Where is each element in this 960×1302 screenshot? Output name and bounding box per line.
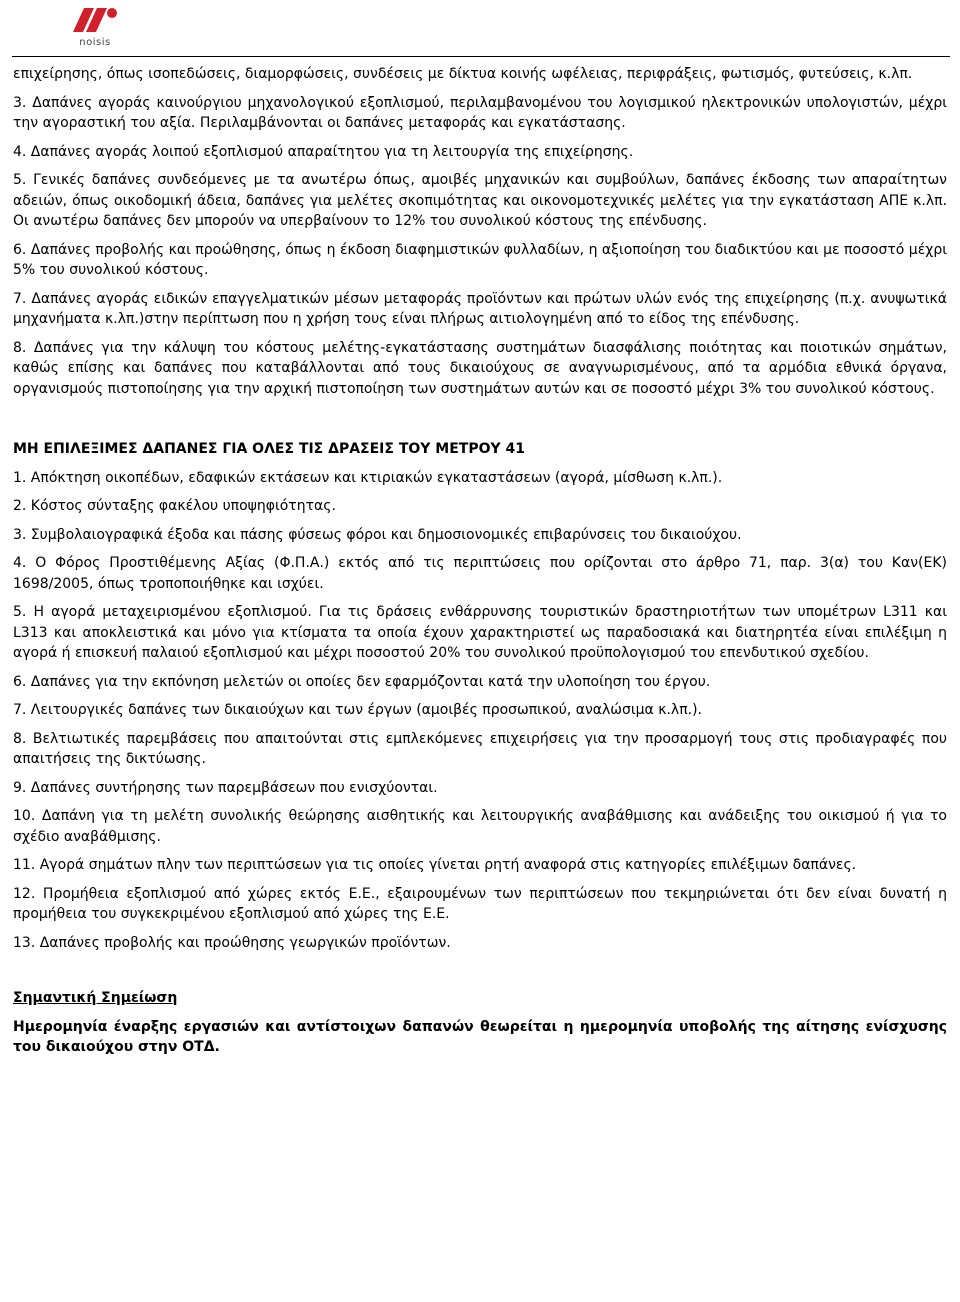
eligible-expenses-list xyxy=(13,93,947,400)
document-body xyxy=(13,64,947,1066)
list-item: 2. Κόστος σύνταξης φακέλου υποψηφιότητας. xyxy=(13,498,336,514)
list-item: 12. Προμήθεια εξοπλισμού από χώρες εκτός Ε.Ε., εξαιρουμένων των περιπτώσεων που τεκμηριώνεται ότι δεν είναι δυνατή η προμήθεια του συγκεκριμένου εξοπλισμού από χώρες της Ε.Ε. xyxy=(13,885,947,922)
ineligible-expenses-list xyxy=(13,468,947,954)
list-item: 6. Δαπάνες προβολής και προώθησης, όπως η έκδοση διαφημιστικών φυλλαδίων, η αξιοποίηση του διαδικτύου και με ποσοστό μέχρι 5% του συνολικού κόστους. xyxy=(13,241,947,278)
list-item: 9. Δαπάνες συντήρησης των παρεμβάσεων που ενισχύονται. xyxy=(13,779,438,796)
list-item: 4. Δαπάνες αγοράς λοιπού εξοπλισμού απαραίτητου για τη λειτουργία της επιχείρησης. xyxy=(13,143,634,160)
list-item: 6. Δαπάνες για την εκπόνηση μελετών οι οποίες δεν εφαρμόζονται κατά την υλοποίηση του έργου. xyxy=(13,673,711,690)
list-item: 13. Δαπάνες προβολής και προώθησης γεωργικών προϊόντων. xyxy=(13,934,451,951)
noisis-logo xyxy=(70,4,120,50)
list-item: 11. Αγορά σημάτων πλην των περιπτώσεων για τις οποίες γίνεται ρητή αναφορά στις κατηγορίες επιλέξιμων δαπάνες. xyxy=(13,857,857,873)
list-item: 1. Απόκτηση οικοπέδων, εδαφικών εκτάσεων και κτιριακών εγκαταστάσεων (αγορά, μίσθωση κ.λπ.). xyxy=(13,469,723,486)
logo-wordmark: noisis xyxy=(79,37,111,48)
spacer xyxy=(13,407,947,439)
list-item: 8. Δαπάνες για την κάλυψη του κόστους μελέτης-εγκατάστασης συστημάτων διασφάλισης ποιότητας και ποιοτικών σημάτων, καθώς επίσης και δαπάνες που καταβάλλονται από τους δικαιούχους σε αναγνωρισμένους, από τα αρμόδια εθνικά όργανα, οργανισμούς πιστοποίησης για την αρχική πιστοποίηση των συστημάτων αυτών και σε ποσοστό μέχρι 3% του συνολικού κόστους. xyxy=(13,339,947,397)
continuation-paragraph: επιχείρησης, όπως ισοπεδώσεις, διαμορφώσεις, συνδέσεις με δίκτυα κοινής ωφέλειας, περιφράξεις, φωτισμός, φυτεύσεις, κ.λπ. xyxy=(13,66,913,82)
section-heading: ΜΗ ΕΠΙΛΕΞΙΜΕΣ ΔΑΠΑΝΕΣ ΓΙΑ ΟΛΕΣ ΤΙΣ ΔΡΑΣΕΙΣ ΤΟΥ ΜΕΤΡΟΥ 41 xyxy=(13,441,525,457)
list-item: 5. Η αγορά μεταχειρισμένου εξοπλισμού. Για τις δράσεις ενθάρρυνσης τουριστικών δραστηριοτήτων των υπομέτρων L311 και L313 και αποκλειστικά και μόνο για κτίσματα τα οποία έχουν χαρακτηριστεί ως παραδοσιακά και διατηρητέα είναι επιλέξιμη η αγορά ή επισκευή παλαιού εξοπλισμού και μέχρι ποσοστού 20% του συνολικού προϋπολογισμού του επενδυτικού σχεδίου. xyxy=(13,604,947,661)
list-item: 7. Δαπάνες αγοράς ειδικών επαγγελματικών μέσων μεταφοράς προϊόντων και πρώτων υλών ενός της επιχείρησης (π.χ. ανυψωτικά μηχανήματα κ.λπ.)στην περίπτωση που η χρήση τους είναι πλήρως αιτιολογημένη από το είδος της επένδυσης. xyxy=(13,290,947,327)
list-item: 3. Συμβολαιογραφικά έξοδα και πάσης φύσεως φόροι και δημοσιονομικές επιβαρύνσεις του δικαιούχου. xyxy=(13,526,742,543)
list-item: 5. Γενικές δαπάνες συνδεόμενες με τα ανωτέρω όπως, αμοιβές μηχανικών και συμβούλων, δαπάνες έκδοσης των απαραίτητων αδειών, όπως οικοδομική άδεια, δαπάνες για μελέτες σκοπιμότητας και οικονομοτεχνικές μελέτες για την εγκατάσταση ΑΠΕ κ.λπ. Οι ανωτέρω δαπάνες δεν μπορούν να υπερβαίνουν το 12% του συνολικού κόστους της επένδυσης. xyxy=(13,172,947,229)
header-divider xyxy=(12,56,950,57)
note-text: Ημερομηνία έναρξης εργασιών και αντίστοιχων δαπανών θεωρείται η ημερομηνία υποβολής της αίτησης ενίσχυσης του δικαιούχου στην ΟΤΔ. xyxy=(13,1018,947,1055)
page-header xyxy=(0,0,960,56)
list-item: 8. Βελτιωτικές παρεμβάσεις που απαιτούνται στις εμπλεκόμενες επιχειρήσεις για την προσαρμογή τους στις προδιαγραφές που απαιτήσεις της δικτύωσης. xyxy=(13,730,947,767)
list-item: 7. Λειτουργικές δαπάνες των δικαιούχων και των έργων (αμοιβές προσωπικού, αναλώσιμα κ.λπ.). xyxy=(13,702,702,718)
list-item: 4. Ο Φόρος Προστιθέμενης Αξίας (Φ.Π.Α.) εκτός από τις περιπτώσεις που ορίζονται στο άρθρο 71, παρ. 3(α) του Καν(ΕΚ) 1698/2005, όπως τροποποιήθηκε και ισχύει. xyxy=(13,555,947,592)
spacer xyxy=(13,961,947,988)
note-heading: Σημαντική Σημείωση xyxy=(13,990,178,1006)
list-item: 3. Δαπάνες αγοράς καινούργιου μηχανολογικού εξοπλισμού, περιλαμβανομένου του λογισμικού ηλεκτρονικών υπολογιστών, μέχρι την αγοραστική του αξία. Περιλαμβάνονται οι δαπάνες μεταφοράς και εγκατάστασης. xyxy=(13,94,947,131)
logo-mark-icon xyxy=(70,4,120,38)
list-item: 10. Δαπάνη για τη μελέτη συνολικής θεώρησης αισθητικής και λειτουργικής αναβάθμισης και ανάδειξης του οικισμού ή για το σχέδιο αναβάθμισης. xyxy=(13,808,947,845)
